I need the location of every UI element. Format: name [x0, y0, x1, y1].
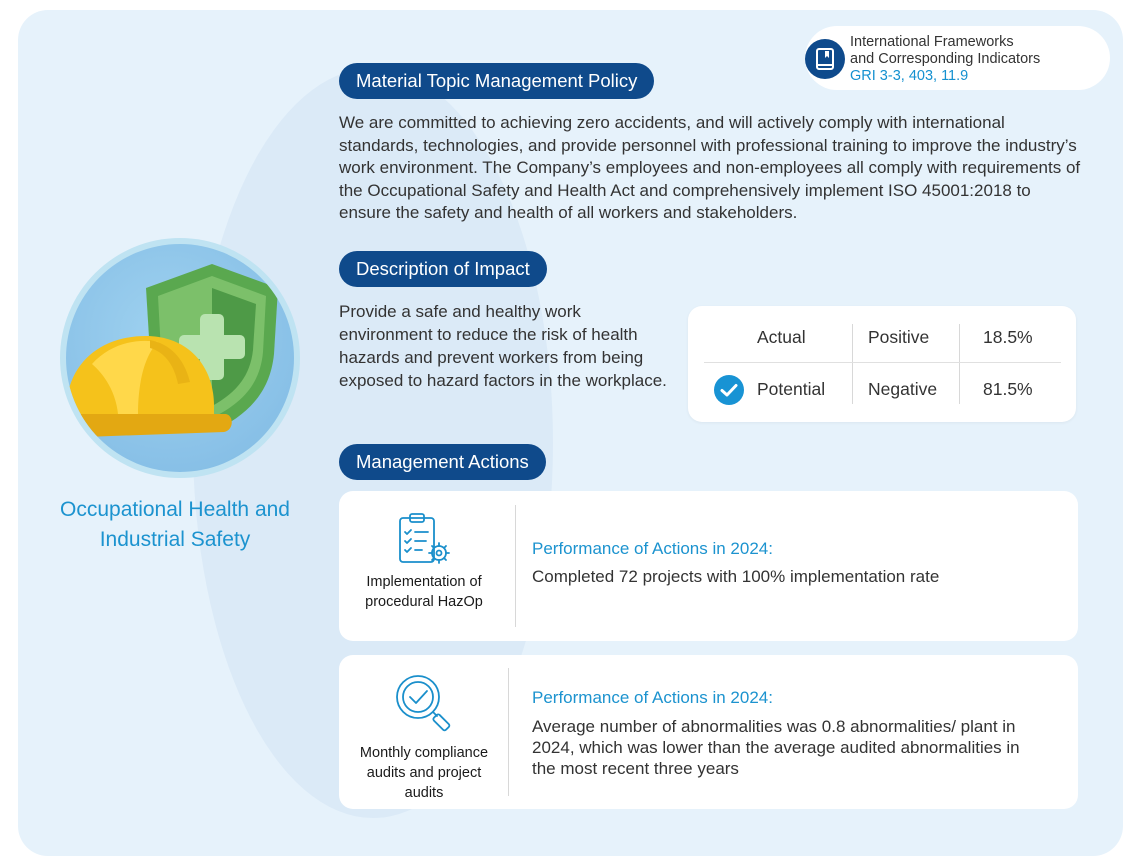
impact-row-1-nature: Positive	[868, 327, 930, 347]
impact-text: Provide a safe and healthy work environment to reduce the risk of health hazards and prevent workers from being exposed to hazard factors in the workplace.	[339, 302, 667, 390]
actions-heading: Management Actions	[339, 444, 546, 480]
table-row-divider	[704, 362, 1061, 363]
impact-row-1-value: 18.5%	[983, 327, 1033, 347]
action-label-2: Monthly compliance audits and project audits	[359, 745, 489, 801]
action-perf-text-1: Completed 72 projects with 100% implementation rate	[532, 567, 940, 586]
table-divider	[959, 324, 960, 404]
impact-row-2-value: 81.5%	[983, 379, 1033, 399]
policy-heading: Material Topic Management Policy	[339, 63, 654, 99]
impact-row-2-nature: Negative	[868, 379, 938, 399]
policy-text: We are committed to achieving zero accidents, and will actively comply with international standards, technologies, and provide personnel with professional training to improve the industry’s work environment. The Company’s employees and non-employees all comply with requirements of the Occupational Safety and Health Act and comprehensively implement ISO 45001:2018 to ensure the safety and health of all workers and stakeholders.	[339, 113, 1081, 223]
gri-line-2: and Corresponding Indicators	[850, 51, 1041, 67]
action-divider	[515, 505, 516, 627]
action-perf-title-1: Performance of Actions in 2024:	[532, 539, 773, 558]
impact-heading: Description of Impact	[339, 251, 547, 287]
check-icon	[714, 375, 744, 405]
book-icon	[805, 39, 845, 79]
magnifier-check-icon	[393, 672, 455, 734]
topic-name: Occupational Health and Industrial Safety	[60, 498, 290, 551]
gri-line-1: International Frameworks	[850, 34, 1014, 50]
gri-codes: GRI 3-3, 403, 11.9	[850, 68, 969, 84]
impact-row-1-type: Actual	[757, 327, 806, 347]
helmet-shield-icon	[66, 244, 294, 472]
action-label-1: Implementation of procedural HazOp	[365, 574, 483, 610]
action-perf-title-2: Performance of Actions in 2024:	[532, 688, 773, 707]
clipboard-gear-icon	[396, 510, 456, 570]
gri-text	[850, 34, 1040, 85]
action-divider	[508, 668, 509, 796]
impact-row-2-type: Potential	[757, 379, 826, 399]
impact-table	[688, 306, 1076, 422]
table-divider	[852, 324, 853, 404]
action-perf-text-2: Average number of abnormalities was 0.8 abnormalities/ plant in 2024, which was lower than the average audited abnormalities in the most recent three years	[532, 717, 1020, 778]
